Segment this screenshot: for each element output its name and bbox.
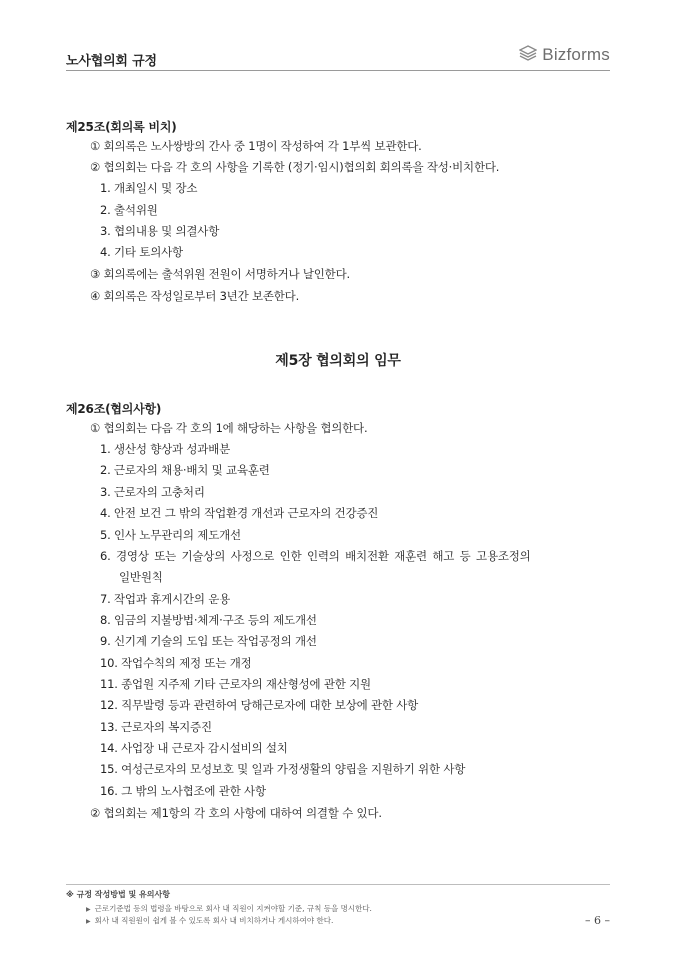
article-25-paragraph-2: ② 협의회는 다음 각 호의 사항을 기록한 (정기·임시)협의회 회의록을 작성·비치한다.	[90, 160, 500, 174]
list-item: 8. 임금의 지불방법·체계·구조 등의 제도개선	[100, 613, 317, 627]
article-25-paragraph-3: ③ 회의록에는 출석위원 전원이 서명하거나 날인한다.	[90, 267, 350, 281]
header-divider	[66, 70, 610, 71]
triangle-bullet-icon: ▶	[86, 918, 91, 925]
article-26-paragraph-2: ② 협의회는 제1항의 각 호의 사항에 대하여 의결할 수 있다.	[90, 806, 382, 820]
list-item-continuation: 일반원칙	[119, 570, 163, 584]
triangle-bullet-icon: ▶	[86, 906, 91, 913]
list-item: 12. 직무발령 등과 관련하여 당해근로자에 대한 보상에 관한 사항	[100, 698, 419, 712]
chapter-title: 제5장 협의회의 임무	[275, 353, 401, 369]
article-26-paragraph-1: ① 협의회는 다음 각 호의 1에 해당하는 사항을 협의한다.	[90, 421, 368, 435]
list-item: 3. 협의내용 및 의결사항	[100, 224, 220, 238]
list-item: 2. 근로자의 채용·배치 및 교육훈련	[100, 463, 270, 477]
list-item: 15. 여성근로자의 모성보호 및 일과 가정생활의 양립을 지원하기 위한 사항	[100, 762, 466, 776]
list-item: 5. 인사 노무관리의 제도개선	[100, 528, 241, 542]
footnote-divider	[66, 884, 610, 885]
list-item: 9. 신기계 기술의 도입 또는 작업공정의 개선	[100, 634, 317, 648]
page-header	[66, 44, 610, 70]
list-item: 10. 작업수칙의 제정 또는 개정	[100, 656, 252, 670]
list-item: 16. 그 밖의 노사협조에 관한 사항	[100, 784, 266, 798]
list-item: 13. 근로자의 복지증진	[100, 720, 212, 734]
footnote-item-text: 근로기준법 등의 법령을 바탕으로 회사 내 직원이 지켜야할 기준, 규칙 등을 명시한다.	[94, 904, 372, 913]
list-item: 3. 근로자의 고충처리	[100, 485, 205, 499]
article-25-paragraph-1: ① 회의록은 노사쌍방의 간사 중 1명이 작성하여 각 1부씩 보관한다.	[90, 139, 422, 153]
list-item: 11. 종업원 지주제 기타 근로자의 재산형성에 관한 지원	[100, 677, 371, 691]
document-title: 노사협의회 규정	[66, 54, 157, 69]
article-25-paragraph-4: ④ 회의록은 작성일로부터 3년간 보존한다.	[90, 289, 300, 303]
list-item: 4. 안전 보건 그 밖의 작업환경 개선과 근로자의 건강증진	[100, 506, 379, 520]
brand-logo	[519, 45, 610, 65]
stacked-layers-icon	[519, 45, 537, 65]
footnote-title: ※ 규정 작성방법 및 유의사항	[66, 890, 170, 899]
article-25-heading: 제25조(회의록 비치)	[66, 120, 177, 134]
footnote-item-text: 회사 내 직원원이 쉽게 볼 수 있도록 회사 내 비치하거나 게시하여야 한다.	[94, 916, 334, 925]
list-item: 2. 출석위원	[100, 203, 158, 217]
list-item: 1. 개최일시 및 장소	[100, 181, 198, 195]
footnote-item	[86, 915, 333, 926]
page-number: – 6 –	[585, 914, 610, 927]
brand-name: Bizforms	[542, 45, 610, 64]
list-item: 1. 생산성 향상과 성과배분	[100, 442, 231, 456]
list-item: 4. 기타 토의사항	[100, 245, 183, 259]
list-item: 14. 사업장 내 근로자 감시설비의 설치	[100, 741, 288, 755]
footnote-item	[86, 903, 372, 914]
list-item: 7. 작업과 휴게시간의 운용	[100, 592, 231, 606]
article-26-heading: 제26조(협의사항)	[66, 402, 162, 416]
list-item: 6. 경영상 또는 기술상의 사정으로 인한 인력의 배치전환 재훈련 해고 등 고용조정의	[100, 549, 531, 563]
